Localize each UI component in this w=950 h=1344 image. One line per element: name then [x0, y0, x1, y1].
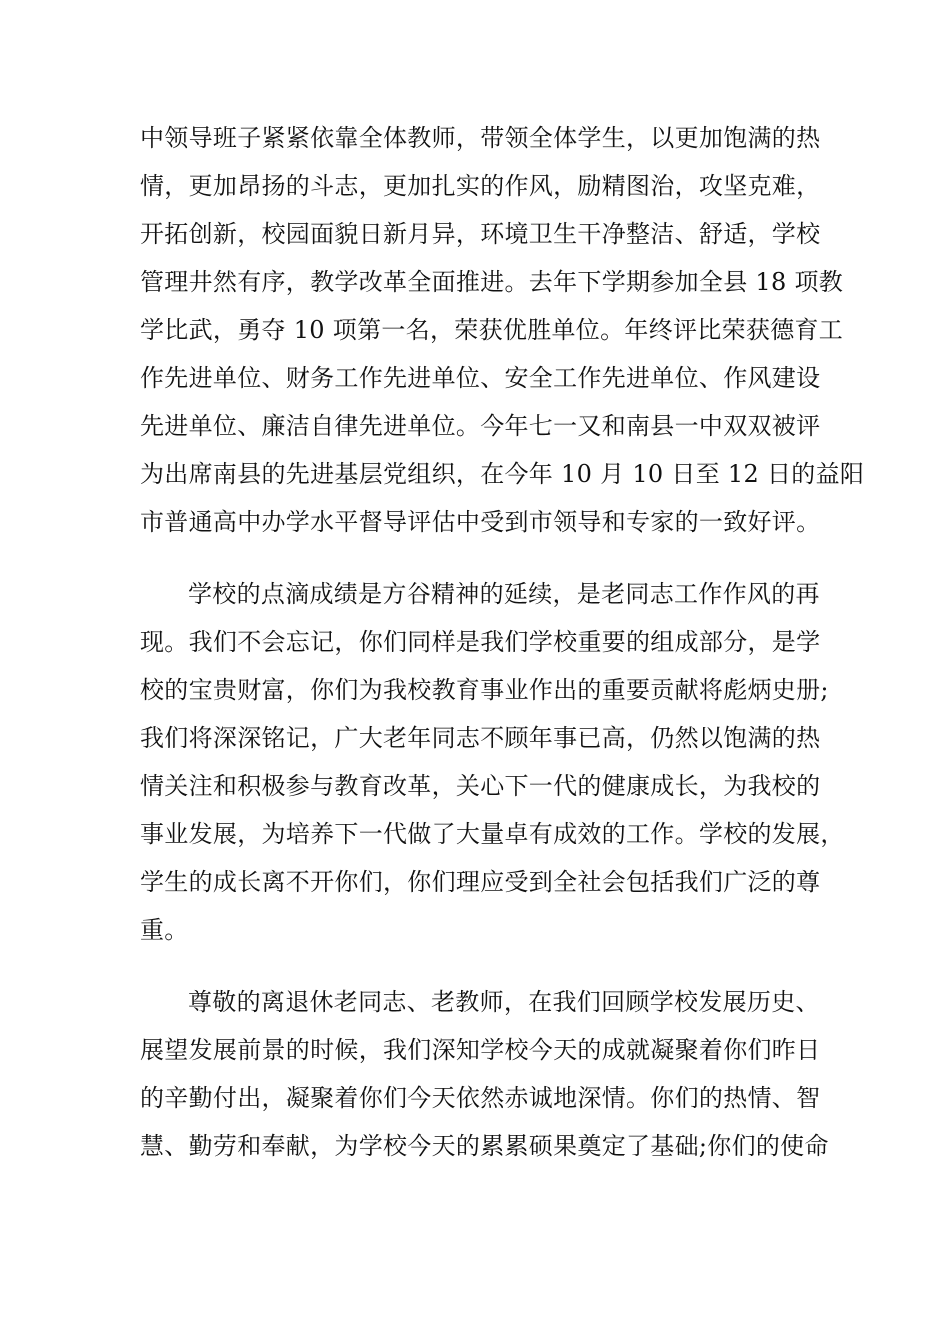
- text-line: 情，更加昂扬的斗志，更加扎实的作风，励精图治，攻坚克难，: [140, 172, 821, 200]
- text-line: 我们将深深铭记，广大老年同志不顾年事已高，仍然以饱满的热: [140, 724, 821, 752]
- paragraph-spacer: [140, 954, 812, 978]
- text-line: 现。我们不会忘记，你们同样是我们学校重要的组成部分，是学: [140, 628, 821, 656]
- text-line: 学生的成长离不开你们，你们理应受到全社会包括我们广泛的尊: [140, 868, 821, 896]
- text-line: 学比武，勇夺 10 项第一名，荣获优胜单位。年终评比荣获德育工: [140, 316, 844, 344]
- text-line: 展望发展前景的时候，我们深知学校今天的成就凝聚着你们昨日: [140, 1036, 821, 1064]
- text-line: 市普通高中办学水平督导评估中受到市领导和专家的一致好评。: [140, 508, 821, 536]
- text-line-indented: 学校的点滴成绩是方谷精神的延续，是老同志工作作风的再: [188, 580, 820, 608]
- text-line: 情关注和积极参与教育改革，关心下一代的健康成长，为我校的: [140, 772, 821, 800]
- text-line: 中领导班子紧紧依靠全体教师，带领全体学生，以更加饱满的热: [140, 124, 821, 152]
- text-line: 重。: [140, 916, 189, 944]
- paragraph-spacer: [140, 546, 812, 570]
- paragraph-2: [140, 570, 845, 954]
- document-body: [140, 114, 865, 1170]
- text-line: 校的宝贵财富，你们为我校教育事业作出的重要贡献将彪炳史册;: [140, 676, 829, 704]
- text-line: 的辛勤付出，凝聚着你们今天依然赤诚地深情。你们的热情、智: [140, 1084, 821, 1112]
- text-line: 管理井然有序，教学改革全面推进。去年下学期参加全县 18 项教: [140, 268, 844, 296]
- text-line-indented: 尊敬的离退休老同志、老教师，在我们回顾学校发展历史、: [188, 988, 820, 1016]
- text-line: 作先进单位、财务工作先进单位、安全工作先进单位、作风建设: [140, 364, 821, 392]
- text-line: 事业发展，为培养下一代做了大量卓有成效的工作。学校的发展，: [140, 820, 845, 848]
- text-line: 慧、勤劳和奉献，为学校今天的累累硕果奠定了基础;你们的使命: [140, 1132, 829, 1160]
- paragraph-1: [140, 114, 865, 546]
- paragraph-3: [140, 978, 829, 1170]
- text-line: 为出席南县的先进基层党组织，在今年 10 月 10 日至 12 日的益阳: [140, 460, 865, 488]
- text-line: 先进单位、廉洁自律先进单位。今年七一又和南县一中双双被评: [140, 412, 821, 440]
- text-line: 开拓创新，校园面貌日新月异，环境卫生干净整洁、舒适，学校: [140, 220, 821, 248]
